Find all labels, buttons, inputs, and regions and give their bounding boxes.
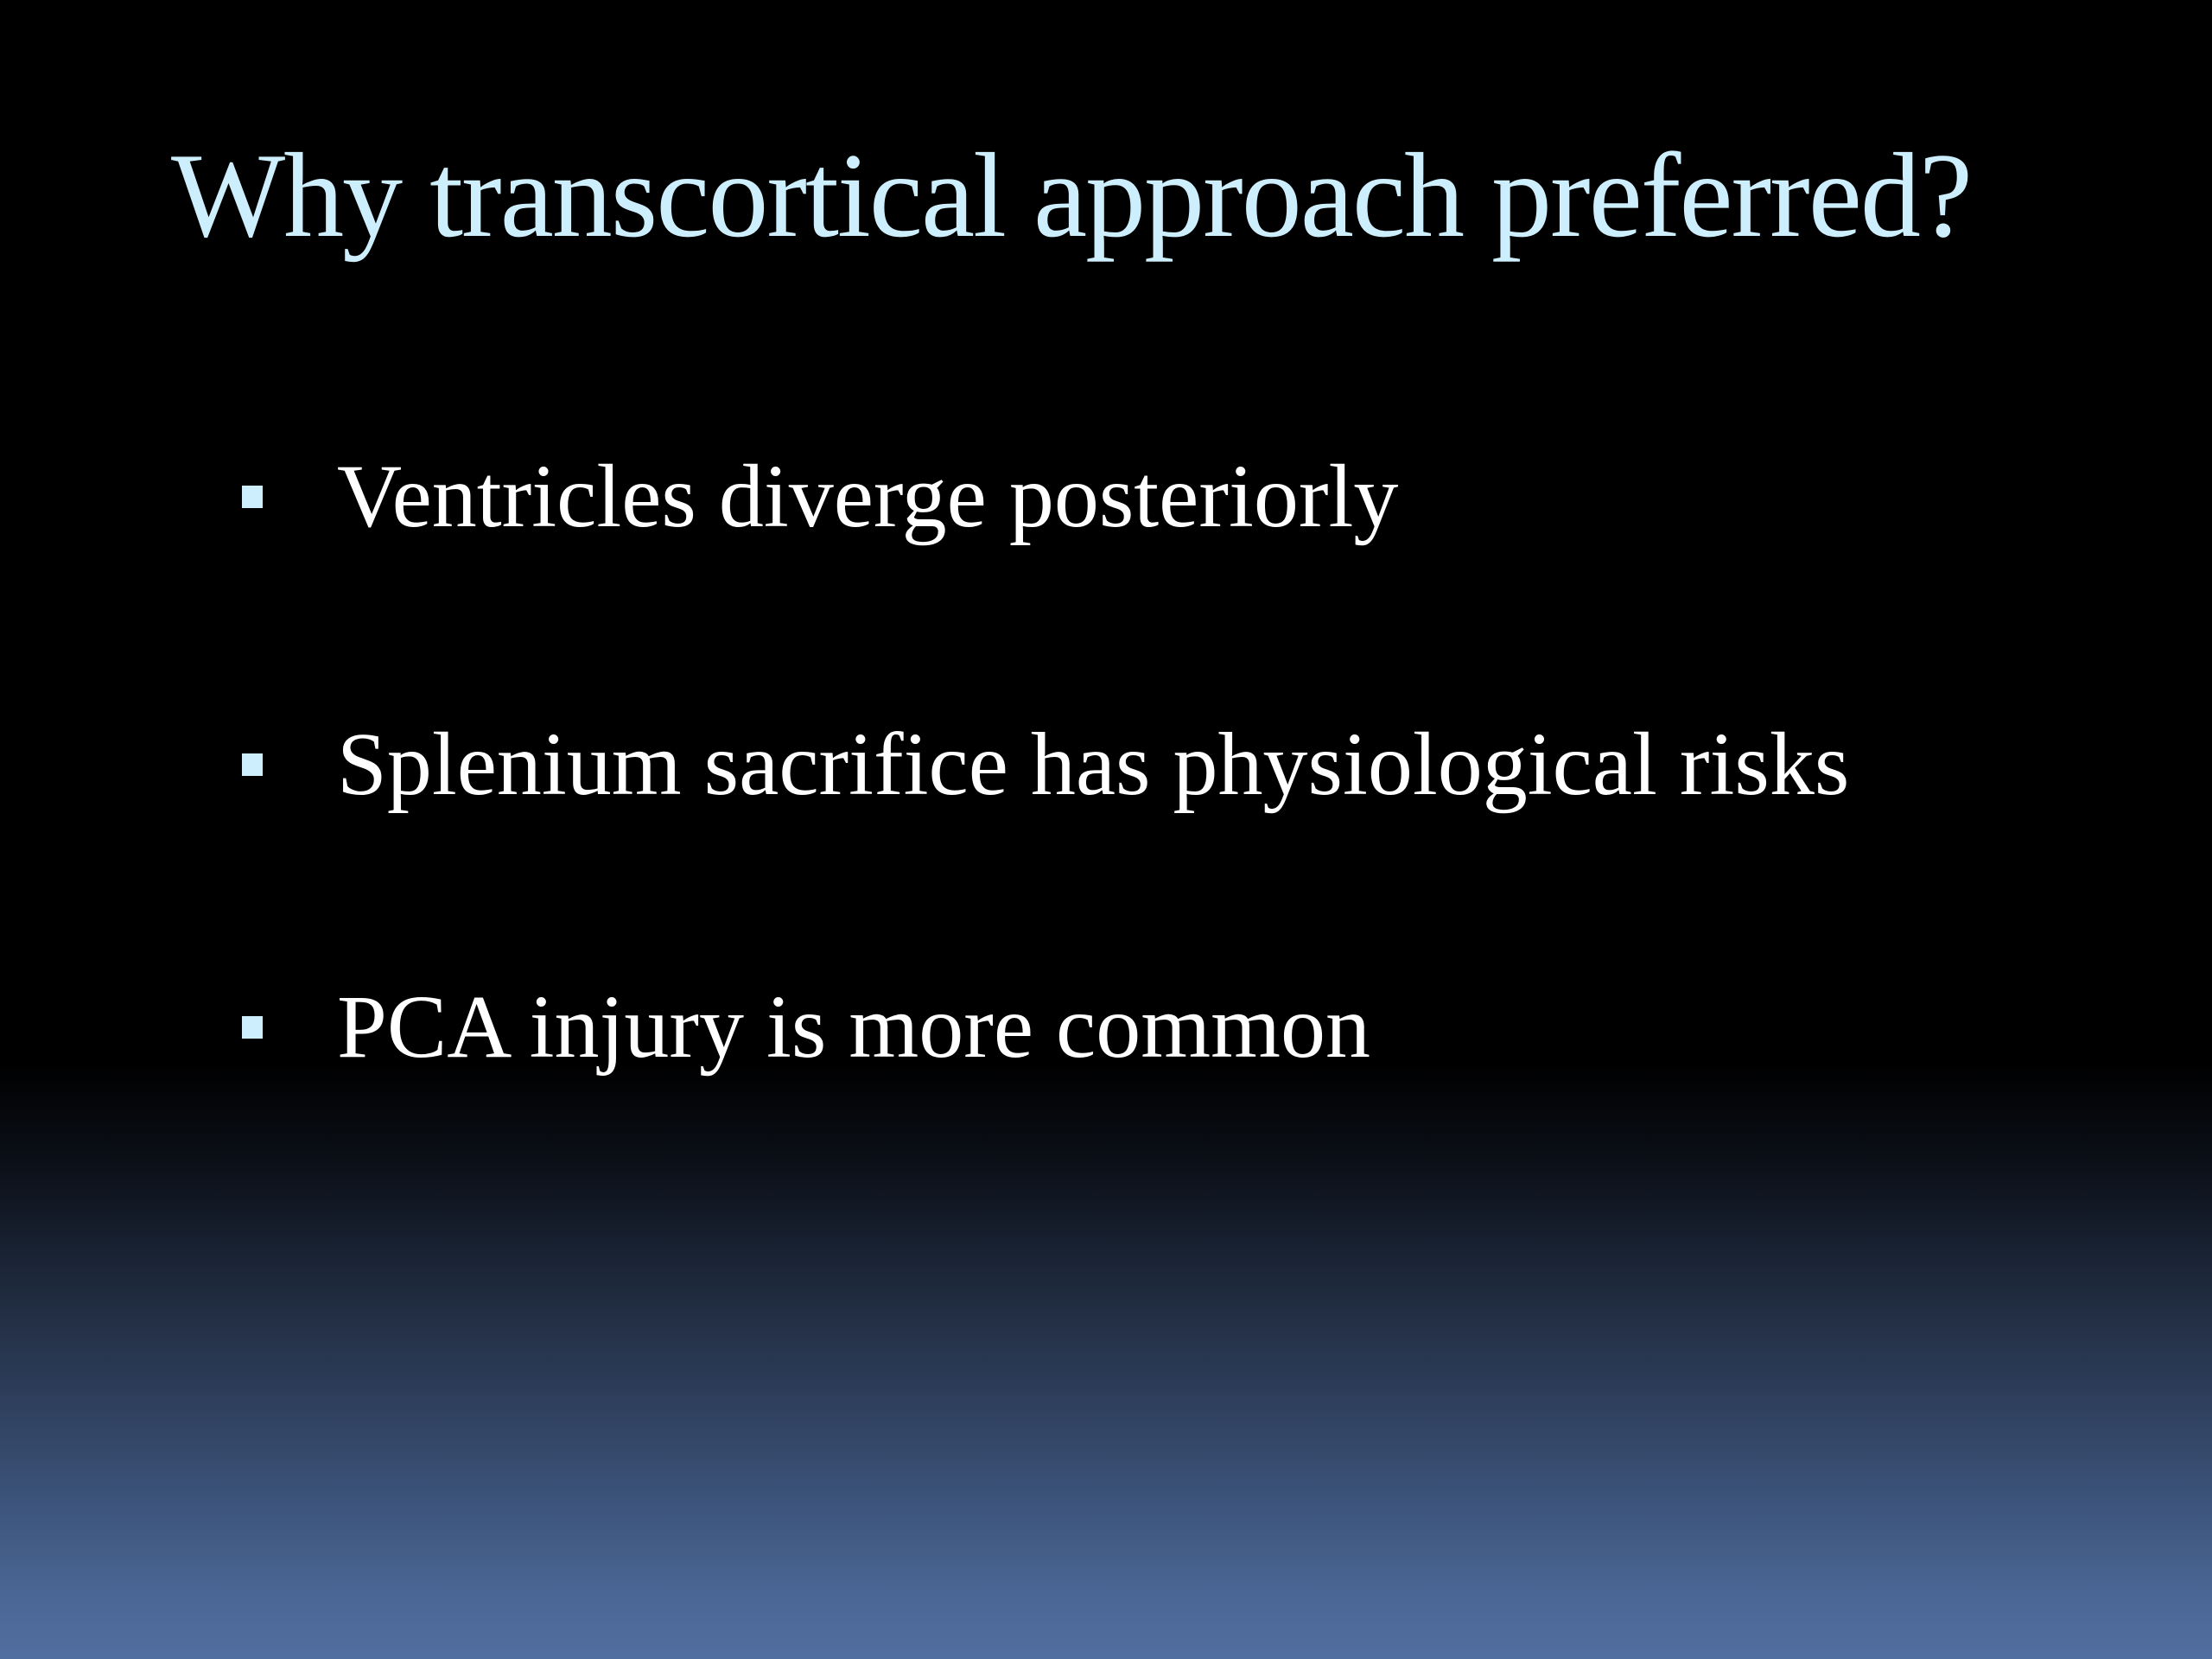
bullet-text: PCA injury is more common — [337, 977, 1370, 1077]
slide-title: Why transcortical approach preferred? — [171, 129, 1972, 263]
bullet-item — [242, 971, 1370, 1084]
bullet-item — [242, 709, 1849, 821]
square-bullet-icon — [242, 486, 263, 508]
square-bullet-icon — [242, 753, 263, 776]
bullet-text: Splenium sacrifice has physiological risks — [337, 715, 1850, 814]
square-bullet-icon — [242, 1016, 263, 1039]
bullet-item — [242, 441, 1398, 553]
bullet-text: Ventricles diverge posteriorly — [337, 447, 1399, 546]
